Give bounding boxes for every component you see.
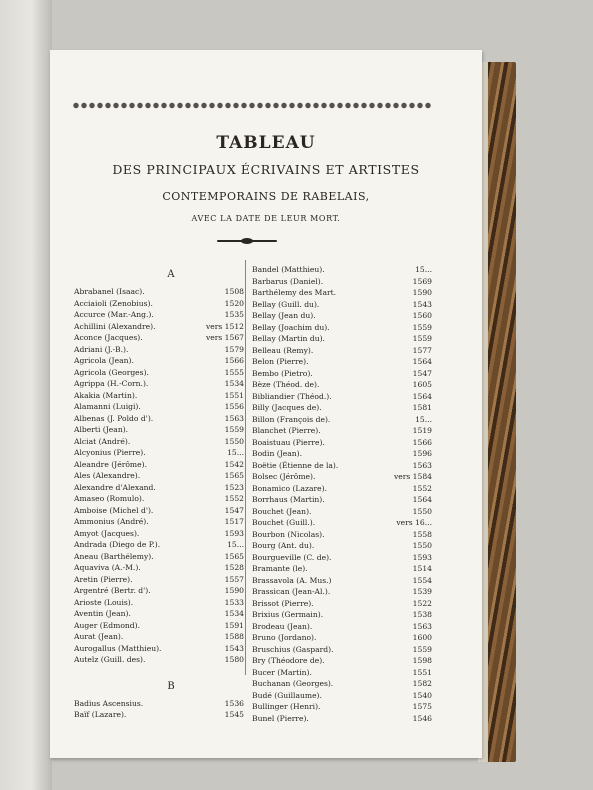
entry-date: 1533	[224, 597, 244, 607]
entry-date: 1552	[224, 494, 244, 503]
entry-name: Bruschius (Gaspard).	[252, 644, 334, 654]
list-item	[74, 551, 244, 563]
entry-name: Bourg (Ant. du).	[252, 541, 315, 550]
list-item	[74, 539, 244, 551]
entry-date: 1588	[224, 632, 244, 641]
list-item	[252, 276, 432, 288]
entry-name: Bunel (Pierre).	[252, 713, 309, 723]
list-item	[74, 424, 244, 436]
title-line-4: AVEC LA DATE DE LEUR MORT.	[191, 214, 341, 223]
entry-date: 1582	[412, 679, 432, 688]
entry-name: Aurat (Jean).	[74, 632, 124, 641]
entry-name: Bourbon (Nicolas).	[252, 529, 325, 539]
list-item	[252, 368, 432, 380]
entry-date: 1543	[412, 299, 432, 309]
entry-name: Abrabanel (Isaac).	[74, 287, 145, 296]
entry-name: Bellay (Martin du).	[252, 334, 325, 343]
list-item	[252, 609, 432, 621]
entry-date: 1558	[412, 529, 432, 539]
list-item	[252, 322, 432, 334]
list-item	[74, 654, 244, 666]
entry-name: Achillini (Alexandre).	[74, 321, 156, 331]
entry-name: Amaseo (Romulo).	[74, 494, 145, 503]
entry-date: 1566	[412, 437, 432, 447]
list-item	[74, 631, 244, 643]
list-item	[252, 448, 432, 460]
entry-name: Aleandre (Jérôme).	[74, 459, 147, 469]
list-item	[252, 471, 432, 483]
entry-name: Amyot (Jacques).	[74, 528, 140, 538]
list-item	[252, 701, 432, 713]
entry-name: Autelz (Guill. des).	[74, 655, 146, 664]
entry-name: Aneau (Barthélemy).	[74, 551, 154, 561]
column-divider	[245, 260, 246, 675]
entry-name: Albenas (J. Poldo d').	[74, 413, 154, 423]
list-item	[252, 264, 432, 276]
entry-date: 1523	[224, 482, 244, 492]
book-page	[50, 50, 482, 758]
entry-date: 1550	[224, 436, 244, 446]
entry-date: 1579	[224, 344, 244, 354]
list-item	[252, 299, 432, 311]
entry-name: Baïf (Lazare).	[74, 710, 127, 719]
list-item	[252, 391, 432, 403]
list-item	[252, 529, 432, 541]
entry-name: Brixius (Germain).	[252, 610, 324, 619]
list-item	[252, 655, 432, 667]
page-title: TABLEAU	[216, 133, 316, 153]
entry-name: Buchanan (Georges).	[252, 679, 334, 688]
entry-name: Bibliandier (Théod.).	[252, 391, 332, 401]
entry-date: 1539	[412, 587, 432, 596]
entry-name: Brissot (Pierre).	[252, 598, 314, 608]
list-item	[74, 344, 244, 356]
entry-date: 1580	[224, 655, 244, 664]
entry-date: 1581	[412, 403, 432, 412]
list-item	[74, 597, 244, 609]
entry-date: vers 1584	[393, 472, 432, 481]
entry-date: 1535	[224, 310, 244, 319]
entry-date: 1590	[224, 586, 244, 595]
list-item	[74, 401, 244, 413]
entry-date: 1551	[224, 390, 244, 400]
entry-name: Ammonius (André).	[74, 517, 149, 526]
decorative-rule	[217, 240, 277, 242]
list-item	[74, 367, 244, 379]
entry-name: Aquaviva (A.-M.).	[74, 563, 141, 572]
entry-name: Bourgueville (C. de).	[252, 552, 332, 562]
list-item	[252, 621, 432, 633]
entry-date: 1598	[412, 656, 432, 665]
entry-date: 1519	[412, 426, 432, 435]
entry-date: 1540	[412, 690, 432, 700]
entry-date: 1566	[224, 356, 244, 365]
list-item	[252, 287, 432, 299]
list-item	[252, 552, 432, 564]
entry-date: 1554	[412, 575, 432, 585]
entry-name: Bonamico (Lazare).	[252, 483, 327, 493]
book-page-edge	[478, 62, 516, 762]
entry-date: 1542	[224, 459, 244, 469]
entry-date: 15...	[415, 265, 432, 274]
entry-date: 1514	[412, 564, 432, 573]
entry-date: 1547	[224, 505, 244, 515]
entry-date: 1559	[412, 322, 432, 332]
list-item	[74, 516, 244, 528]
entry-date: 1569	[412, 276, 432, 286]
list-item	[252, 563, 432, 575]
entry-name: Budé (Guillaume).	[252, 690, 322, 700]
entry-name: Badius Ascensius.	[74, 698, 144, 708]
entry-date: 1605	[412, 380, 432, 389]
list-item	[252, 356, 432, 368]
entry-date: 1546	[412, 713, 432, 723]
list-item	[74, 447, 244, 459]
list-item	[74, 482, 244, 494]
entry-name: Blanchet (Pierre).	[252, 426, 321, 435]
list-item	[74, 413, 244, 425]
list-item	[74, 355, 244, 367]
list-item	[74, 709, 244, 721]
entry-name: Bèze (Théod. de).	[252, 380, 320, 389]
entry-name: Agrippa (H.-Corn.).	[74, 379, 149, 388]
entry-date: 1564	[412, 391, 432, 401]
entry-name: Bouchet (Jean).	[252, 506, 312, 516]
entry-name: Borrhaus (Martin).	[252, 495, 325, 504]
entry-date: 1600	[412, 633, 432, 642]
entries-list-a	[74, 286, 244, 666]
entry-date: 1559	[412, 334, 432, 343]
entry-name: Amboise (Michel d').	[74, 505, 154, 515]
entry-name: Boaistuau (Pierre).	[252, 437, 325, 447]
entry-date: 1534	[224, 379, 244, 388]
list-item	[74, 332, 244, 344]
entry-name: Bandel (Matthieu).	[252, 265, 325, 274]
list-item	[74, 505, 244, 517]
entry-date: 1593	[224, 528, 244, 538]
entry-date: 1596	[412, 449, 432, 458]
list-item	[252, 333, 432, 345]
list-item	[74, 321, 244, 333]
list-item	[252, 345, 432, 357]
entry-name: Brassavola (A. Mus.)	[252, 575, 332, 585]
list-item	[252, 483, 432, 495]
entry-date: 1528	[224, 563, 244, 572]
entry-name: Bolsec (Jérôme).	[252, 472, 316, 481]
entry-date: vers 16...	[396, 518, 432, 527]
list-item	[74, 608, 244, 620]
list-item	[74, 470, 244, 482]
entry-date: vers 1567	[205, 333, 244, 342]
list-item	[252, 414, 432, 426]
entry-date: 1536	[224, 698, 244, 708]
entry-name: Bry (Théodore de).	[252, 656, 325, 665]
entry-name: Aconce (Jacques).	[74, 333, 143, 342]
entry-name: Arioste (Louis).	[74, 597, 134, 607]
list-item	[252, 460, 432, 472]
list-item	[252, 632, 432, 644]
entry-date: 1564	[412, 495, 432, 504]
entry-name: Aurogallus (Matthieu).	[74, 643, 162, 653]
entry-date: 1545	[224, 710, 244, 719]
list-item	[74, 574, 244, 586]
list-item	[74, 643, 244, 655]
entry-date: 1563	[412, 460, 432, 470]
entry-name: Alamanni (Luigi).	[74, 402, 141, 411]
entry-name: Billy (Jacques de).	[252, 403, 322, 412]
entry-name: Agricola (Jean).	[74, 356, 134, 365]
list-item	[252, 402, 432, 414]
entry-name: Bellay (Joachim du).	[252, 322, 330, 332]
entry-date: 1565	[224, 471, 244, 480]
list-item	[252, 690, 432, 702]
entry-name: Aretin (Pierre).	[74, 574, 133, 584]
left-page-edge	[0, 0, 52, 790]
entry-date: 15...	[227, 540, 244, 549]
list-item	[74, 286, 244, 298]
entry-name: Andrada (Diego de P.).	[74, 540, 161, 549]
entries-list-b	[74, 698, 244, 721]
entry-name: Bellay (Jean du).	[252, 311, 316, 320]
entry-date: vers 1512	[205, 321, 244, 331]
section-letter-a: A	[167, 269, 175, 280]
entry-date: 1522	[412, 598, 432, 608]
entry-date: 15...	[227, 448, 244, 457]
entry-name: Bembo (Pietro).	[252, 368, 313, 378]
entry-name: Bouchet (Guill.).	[252, 518, 316, 527]
entries-list-right	[252, 264, 432, 724]
list-item	[252, 575, 432, 587]
title-line-3: CONTEMPORAINS DE RABELAIS,	[162, 190, 370, 203]
entry-name: Brassican (Jean-Al.).	[252, 587, 331, 596]
entry-date: 1565	[224, 551, 244, 561]
entry-date: 1559	[412, 644, 432, 654]
entry-date: 1563	[412, 621, 432, 631]
entry-date: 1593	[412, 552, 432, 562]
entry-date: 1552	[412, 483, 432, 493]
entry-name: Argentré (Bertr. d').	[74, 586, 151, 595]
entry-name: Adriani (J.-B.).	[74, 344, 129, 354]
entry-date: 1577	[412, 345, 432, 355]
entry-date: 1547	[412, 368, 432, 378]
ornamental-border	[72, 101, 432, 110]
entry-date: 1555	[224, 367, 244, 377]
entry-date: 1543	[224, 643, 244, 653]
entry-date: 15...	[415, 414, 432, 424]
entry-date: 1557	[224, 574, 244, 584]
list-item	[252, 540, 432, 552]
entry-date: 1517	[224, 517, 244, 526]
list-item	[252, 644, 432, 656]
entry-name: Acciaioli (Zenobius).	[74, 298, 153, 308]
list-item	[252, 517, 432, 529]
entry-date: 1556	[224, 402, 244, 411]
entry-date: 1575	[412, 702, 432, 711]
entry-name: Bodin (Jean).	[252, 449, 303, 458]
list-item	[252, 494, 432, 506]
entry-name: Auger (Edmond).	[74, 620, 141, 630]
entry-name: Boëtie (Étienne de la).	[252, 460, 339, 470]
entry-date: 1550	[412, 541, 432, 550]
entry-name: Alciat (André).	[74, 436, 131, 446]
entry-date: 1551	[412, 667, 432, 677]
list-item	[252, 678, 432, 690]
entry-date: 1538	[412, 610, 432, 619]
entry-date: 1520	[224, 298, 244, 308]
entry-name: Alcyonius (Pierre).	[74, 448, 146, 457]
list-item	[252, 713, 432, 725]
list-item	[74, 493, 244, 505]
entry-name: Billon (François de).	[252, 414, 331, 424]
list-item	[74, 528, 244, 540]
entry-name: Alexandre d'Alexand.	[74, 482, 156, 492]
list-item	[74, 378, 244, 390]
entry-date: 1591	[224, 620, 244, 630]
entry-name: Bruno (Jordano).	[252, 633, 317, 642]
list-item	[252, 379, 432, 391]
entry-date: 1559	[224, 425, 244, 434]
list-item	[74, 698, 244, 710]
entry-name: Brodeau (Jean).	[252, 621, 313, 631]
entry-name: Accurce (Mar.-Ang.).	[74, 310, 154, 319]
list-item	[74, 298, 244, 310]
entry-name: Alberti (Jean).	[74, 425, 129, 434]
list-item	[74, 620, 244, 632]
entry-name: Bucer (Martin).	[252, 667, 312, 677]
entry-name: Bullinger (Henri).	[252, 702, 321, 711]
list-item	[252, 667, 432, 679]
list-item	[74, 585, 244, 597]
list-item	[74, 309, 244, 321]
entry-name: Akakia (Martin).	[74, 390, 138, 400]
list-item	[74, 390, 244, 402]
entry-name: Agricola (Georges).	[74, 367, 149, 377]
entry-name: Ales (Alexandre).	[74, 471, 141, 480]
list-item	[252, 437, 432, 449]
list-item	[74, 562, 244, 574]
list-item	[74, 436, 244, 448]
entry-name: Barthélemy des Mart.	[252, 288, 337, 297]
list-item	[252, 598, 432, 610]
entry-date: 1560	[412, 311, 432, 320]
entry-date: 1590	[412, 288, 432, 297]
entry-name: Aventin (Jean).	[74, 609, 131, 618]
section-letter-b: B	[167, 680, 175, 692]
list-item	[252, 425, 432, 437]
list-item	[252, 506, 432, 518]
entry-date: 1508	[224, 287, 244, 296]
entry-name: Barbarus (Daniel).	[252, 276, 324, 286]
title-line-2: DES PRINCIPAUX ÉCRIVAINS ET ARTISTES	[112, 162, 420, 177]
right-column	[252, 264, 432, 724]
list-item	[252, 586, 432, 598]
entry-name: Belleau (Remy).	[252, 345, 314, 355]
entry-name: Bellay (Guill. du).	[252, 299, 320, 309]
entry-date: 1550	[412, 506, 432, 516]
list-item	[252, 310, 432, 322]
left-column	[74, 264, 244, 721]
entry-date: 1564	[412, 357, 432, 366]
entry-name: Bramante (le).	[252, 564, 308, 573]
entry-name: Belon (Pierre).	[252, 357, 309, 366]
entry-date: 1563	[224, 413, 244, 423]
entry-date: 1534	[224, 609, 244, 618]
list-item	[74, 459, 244, 471]
